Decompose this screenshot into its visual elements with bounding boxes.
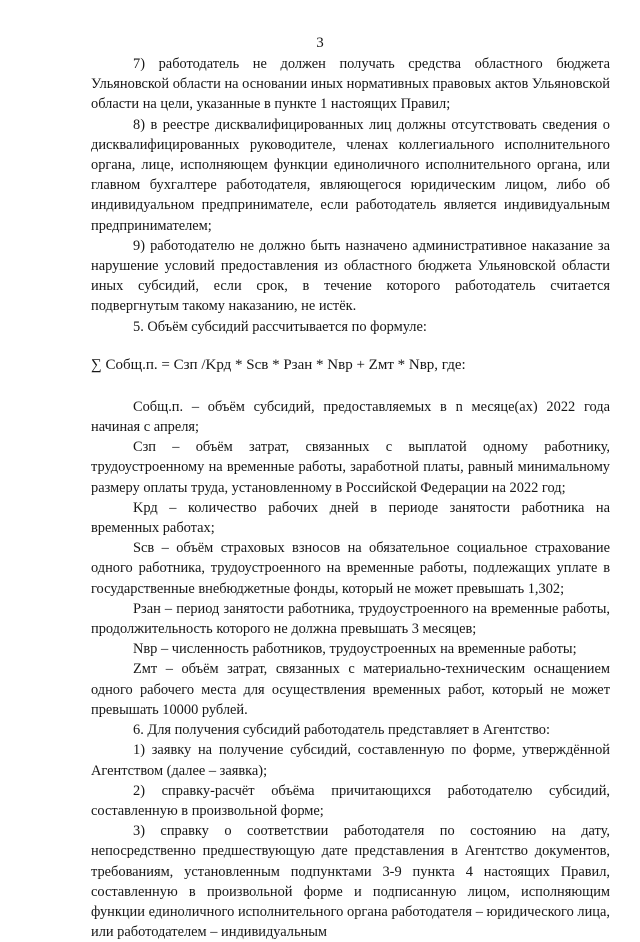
paragraph-item-8: 8) в реестре дисквалифицированных лиц должны отсутствовать сведения о дисквалифицированных руководителе, членах коллегиального исполнительного органа, лице, исполняющем функции единоличного исполнительного органа, или главном бухгалтере работодателя, являющегося юридическим лицом, либо об индивидуальном предпринимателе, если работодатель является индивидуальным предпринимателем; [91, 116, 610, 234]
paragraph-item-7: 7) работодатель не должен получать средства областного бюджета Ульяновской области на основании иных нормативных правовых актов Ульяновской области на цели, указанные в пункте 1 настоящих Правил; [91, 56, 610, 113]
list-item-2: 2) справку-расчёт объёма причитающихся работодателю субсидий, составленную в произвольной форме; [91, 782, 610, 819]
definition-s-sv: Sсв – объём страховых взносов на обязательное социальное страхование одного работника, трудоустроенного на временные работы, подлежащих уплате в государственные внебюджетные фонды, который не может превышать 1,302; [91, 540, 610, 597]
list-item-1: 1) заявку на получение субсидий, составленную по форме, утверждённой Агентством (далее – заявка); [91, 742, 610, 779]
paragraph-clause-6: 6. Для получения субсидий работодатель представляет в Агентство: [133, 722, 550, 739]
definition-p-zan: Pзан – период занятости работника, трудоустроенного на временные работы, продолжительность которого не должна превышать 3 месяцев; [91, 600, 610, 638]
formula: ∑ Cобщ.п. = Cзп /Kрд * Sсв * Pзан * Nвр + Zмт * Nвр, где: [91, 356, 466, 373]
definition-k-rd: Kрд – количество рабочих дней в периоде занятости работника на временных работах; [91, 499, 610, 537]
list-item-3: 3) справку о соответствии работодателя по состоянию на дату, непосредственно предшествующую дате представления в Агентство документов, требованиям, установленным подпунктами 3-9 пункта 4 настоящих Правил, составленную в произвольной форме и подписанную лицом, исполняющим функции единоличного исполнительного органа работодателя – юридического лица, или работодателем – индивидуальным [91, 823, 610, 941]
definition-n-vr: Nвр – численность работников, трудоустроенных на временные работы; [133, 641, 577, 658]
paragraph-item-9: 9) работодателю не должно быть назначено административное наказание за нарушение условий предоставления из областного бюджета Ульяновской области иных субсидий, если срок, в течение которого работодатель считается подвергнутым такому наказанию, не истёк. [91, 237, 610, 315]
definition-z-mt: Zмт – объём затрат, связанных с материально-техническим оснащением одного рабочего места для осуществления временных работ, который не может превышать 10000 рублей. [91, 661, 610, 718]
document-body [91, 54, 610, 942]
page-number: 3 [316, 35, 324, 51]
definition-c-zp: Cзп – объём затрат, связанных с выплатой одному работнику, трудоустроенному на временные работы, заработной платы, равный минимальному размеру оплаты труда, установленному в Российской Федерации на 2022 год; [91, 439, 610, 496]
paragraph-clause-5: 5. Объём субсидий рассчитывается по формуле: [133, 318, 427, 335]
definition-c-total: Cобщ.п. – объём субсидий, предоставляемых в n месяце(ах) 2022 года начиная с апреля; [91, 398, 610, 436]
